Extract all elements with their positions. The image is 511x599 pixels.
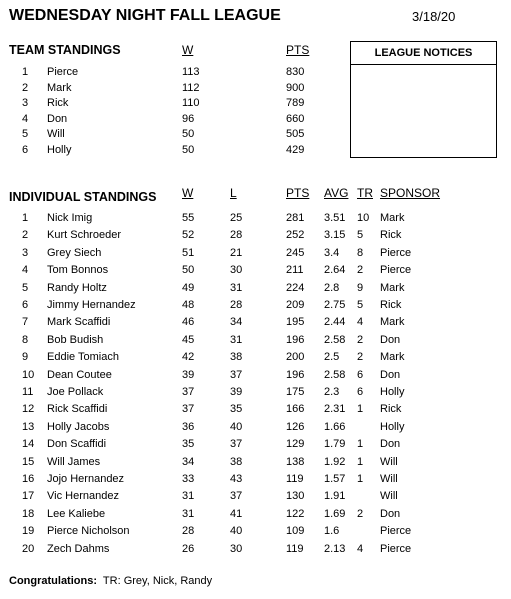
ind-name-cell: Lee Kaliebe <box>47 507 106 520</box>
ind-rank-cell: 14 <box>22 438 35 451</box>
ind-l-cell: 34 <box>230 316 243 329</box>
ind-l-cell: 38 <box>230 351 243 364</box>
ind-avg-cell: 3.15 <box>324 229 346 242</box>
ind-rank-cell: 18 <box>22 507 35 520</box>
team-name-cell: Mark <box>47 81 72 94</box>
team-name-cell: Pierce <box>47 66 79 78</box>
ind-pts-cell: 252 <box>286 229 305 242</box>
ind-tr-cell: 10 <box>357 212 370 224</box>
ind-rank-cell: 20 <box>22 542 35 555</box>
ind-avg-cell: 2.58 <box>324 333 346 346</box>
ind-sponsor-cell: Rick <box>380 403 402 416</box>
team-w-cell: 113 <box>182 66 200 78</box>
ind-tr-cell: 6 <box>357 386 364 398</box>
ind-col-sponsor: SPONSOR <box>380 186 441 200</box>
team-w-cell: 112 <box>182 81 200 94</box>
ind-col-tr: TR <box>357 186 373 200</box>
ind-rank-cell: 7 <box>22 316 29 329</box>
ind-name-cell: Kurt Schroeder <box>47 229 121 242</box>
ind-sponsor-cell: Mark <box>380 316 405 329</box>
ind-l-cell: 38 <box>230 455 243 468</box>
ind-sponsor-cell: Rick <box>380 229 402 242</box>
ind-l-cell: 30 <box>230 542 243 555</box>
team-name-cell: Will <box>47 128 65 141</box>
ind-tr-cell: 4 <box>357 542 364 555</box>
ind-sponsor-cell: Pierce <box>380 542 412 555</box>
ind-w-cell: 36 <box>182 420 195 433</box>
team-rank-cell: 2 <box>22 81 29 94</box>
ind-avg-cell: 2.8 <box>324 281 340 294</box>
ind-rank-cell: 13 <box>22 420 35 433</box>
ind-avg-cell: 2.75 <box>324 299 346 311</box>
ind-sponsor-cell: Pierce <box>380 264 412 277</box>
ind-sponsor-cell: Mark <box>380 212 405 224</box>
team-name-cell: Don <box>47 112 68 125</box>
ind-tr-cell: 1 <box>357 403 364 416</box>
ind-tr-cell: 2 <box>357 507 364 520</box>
ind-l-cell: 28 <box>230 229 243 242</box>
ind-l-cell: 31 <box>230 281 243 294</box>
ind-sponsor-cell: Will <box>380 490 398 503</box>
ind-avg-cell: 3.4 <box>324 246 340 259</box>
ind-name-cell: Joe Pollack <box>47 386 104 398</box>
ind-l-cell: 40 <box>230 525 243 538</box>
ind-w-cell: 42 <box>182 351 195 364</box>
ind-sponsor-cell: Holly <box>380 420 405 433</box>
ind-l-cell: 40 <box>230 420 243 433</box>
ind-avg-cell: 1.69 <box>324 507 346 520</box>
ind-avg-cell: 3.51 <box>324 212 346 224</box>
congratulations-text: TR: Grey, Nick, Randy <box>102 575 213 587</box>
ind-avg-cell: 1.91 <box>324 490 346 503</box>
ind-avg-cell: 1.66 <box>324 420 346 433</box>
ind-sponsor-cell: Pierce <box>380 525 412 538</box>
team-w-cell: 110 <box>182 97 200 110</box>
ind-w-cell: 55 <box>182 212 195 224</box>
ind-rank-cell: 4 <box>22 264 29 277</box>
report-date: 3/18/20 <box>412 9 456 24</box>
team-col-pts: PTS <box>286 43 310 57</box>
ind-name-cell: Jojo Hernandez <box>47 473 125 485</box>
ind-w-cell: 28 <box>182 525 195 538</box>
ind-name-cell: Bob Budish <box>47 333 104 346</box>
team-pts-cell: 429 <box>286 144 305 156</box>
ind-rank-cell: 17 <box>22 490 35 503</box>
ind-name-cell: Tom Bonnos <box>47 264 109 277</box>
ind-pts-cell: 196 <box>286 333 305 346</box>
ind-rank-cell: 6 <box>22 299 29 311</box>
ind-name-cell: Holly Jacobs <box>47 420 110 433</box>
ind-avg-cell: 2.58 <box>324 368 346 381</box>
ind-w-cell: 26 <box>182 542 195 555</box>
ind-tr-cell: 6 <box>357 368 364 381</box>
ind-w-cell: 50 <box>182 264 195 277</box>
ind-rank-cell: 8 <box>22 333 29 346</box>
ind-avg-cell: 1.79 <box>324 438 346 451</box>
ind-w-cell: 31 <box>182 507 195 520</box>
ind-sponsor-cell: Mark <box>380 351 405 364</box>
team-pts-cell: 789 <box>286 97 305 110</box>
team-pts-cell: 660 <box>286 112 305 125</box>
ind-sponsor-cell: Don <box>380 333 401 346</box>
ind-name-cell: Jimmy Hernandez <box>47 299 136 311</box>
ind-l-cell: 41 <box>230 507 243 520</box>
ind-name-cell: Rick Scaffidi <box>47 403 108 416</box>
team-rank-cell: 3 <box>22 97 29 110</box>
ind-pts-cell: 109 <box>286 525 305 538</box>
ind-avg-cell: 1.92 <box>324 455 346 468</box>
ind-l-cell: 43 <box>230 473 243 485</box>
ind-tr-cell: 2 <box>357 351 364 364</box>
ind-rank-cell: 2 <box>22 229 29 242</box>
ind-sponsor-cell: Don <box>380 368 401 381</box>
ind-avg-cell: 1.6 <box>324 525 340 538</box>
ind-sponsor-cell: Will <box>380 473 398 485</box>
ind-w-cell: 52 <box>182 229 195 242</box>
team-rank-cell: 1 <box>22 66 29 78</box>
team-w-cell: 96 <box>182 112 195 125</box>
ind-col-avg: AVG <box>324 186 349 200</box>
ind-l-cell: 35 <box>230 403 243 416</box>
ind-avg-cell: 2.5 <box>324 351 340 364</box>
ind-sponsor-cell: Don <box>380 438 401 451</box>
ind-tr-cell: 1 <box>357 438 364 451</box>
ind-sponsor-cell: Will <box>380 455 398 468</box>
ind-pts-cell: 129 <box>286 438 305 451</box>
ind-tr-cell: 5 <box>357 299 364 311</box>
team-pts-cell: 505 <box>286 128 305 141</box>
ind-rank-cell: 10 <box>22 368 35 381</box>
ind-col-w: W <box>182 186 194 200</box>
ind-w-cell: 45 <box>182 333 195 346</box>
ind-pts-cell: 224 <box>286 281 305 294</box>
ind-rank-cell: 12 <box>22 403 35 416</box>
ind-pts-cell: 195 <box>286 316 305 329</box>
ind-name-cell: Grey Siech <box>47 246 102 259</box>
ind-rank-cell: 16 <box>22 473 35 485</box>
team-pts-cell: 830 <box>286 66 305 78</box>
individual-standings-heading: INDIVIDUAL STANDINGS <box>9 190 157 204</box>
ind-l-cell: 37 <box>230 490 243 503</box>
ind-rank-cell: 1 <box>22 212 29 224</box>
ind-w-cell: 51 <box>182 246 195 259</box>
team-w-cell: 50 <box>182 144 195 156</box>
ind-l-cell: 21 <box>230 246 243 259</box>
congratulations-label: Congratulations: <box>9 575 97 587</box>
ind-name-cell: Will James <box>47 455 101 468</box>
ind-tr-cell: 5 <box>357 229 364 242</box>
ind-pts-cell: 138 <box>286 455 305 468</box>
ind-l-cell: 37 <box>230 368 243 381</box>
ind-w-cell: 49 <box>182 281 195 294</box>
ind-tr-cell: 9 <box>357 281 364 294</box>
ind-pts-cell: 196 <box>286 368 305 381</box>
ind-pts-cell: 119 <box>286 473 304 485</box>
ind-rank-cell: 3 <box>22 246 29 259</box>
ind-l-cell: 30 <box>230 264 243 277</box>
ind-rank-cell: 11 <box>22 386 34 398</box>
ind-rank-cell: 15 <box>22 455 35 468</box>
congratulations-line <box>9 575 212 587</box>
ind-l-cell: 37 <box>230 438 243 451</box>
ind-sponsor-cell: Rick <box>380 299 402 311</box>
ind-w-cell: 48 <box>182 299 195 311</box>
ind-w-cell: 37 <box>182 386 195 398</box>
ind-w-cell: 37 <box>182 403 195 416</box>
team-col-w: W <box>182 43 194 57</box>
ind-w-cell: 31 <box>182 490 195 503</box>
ind-pts-cell: 126 <box>286 420 305 433</box>
ind-l-cell: 39 <box>230 386 243 398</box>
ind-tr-cell: 2 <box>357 333 364 346</box>
ind-sponsor-cell: Pierce <box>380 246 412 259</box>
ind-l-cell: 25 <box>230 212 243 224</box>
ind-pts-cell: 119 <box>286 542 304 555</box>
team-standings-heading: TEAM STANDINGS <box>9 43 121 57</box>
ind-tr-cell: 1 <box>357 455 364 468</box>
ind-tr-cell: 2 <box>357 264 364 277</box>
ind-tr-cell: 1 <box>357 473 364 485</box>
ind-w-cell: 35 <box>182 438 195 451</box>
ind-sponsor-cell: Holly <box>380 386 405 398</box>
ind-rank-cell: 19 <box>22 525 35 538</box>
ind-name-cell: Nick Imig <box>47 212 93 224</box>
ind-name-cell: Vic Hernandez <box>47 490 119 503</box>
ind-name-cell: Dean Coutee <box>47 368 112 381</box>
page-title: WEDNESDAY NIGHT FALL LEAGUE <box>9 7 281 24</box>
ind-sponsor-cell: Don <box>380 507 401 520</box>
ind-pts-cell: 130 <box>286 490 305 503</box>
ind-name-cell: Randy Holtz <box>47 281 107 294</box>
ind-avg-cell: 1.57 <box>324 473 346 485</box>
ind-w-cell: 34 <box>182 455 195 468</box>
ind-col-l: L <box>230 186 237 200</box>
ind-pts-cell: 281 <box>286 212 305 224</box>
ind-pts-cell: 200 <box>286 351 305 364</box>
team-rank-cell: 5 <box>22 128 29 141</box>
team-name-cell: Rick <box>47 97 69 110</box>
ind-w-cell: 33 <box>182 473 195 485</box>
ind-name-cell: Mark Scaffidi <box>47 316 111 329</box>
ind-l-cell: 31 <box>230 333 243 346</box>
ind-w-cell: 39 <box>182 368 195 381</box>
ind-pts-cell: 122 <box>286 507 305 520</box>
ind-name-cell: Pierce Nicholson <box>47 525 130 538</box>
ind-col-pts: PTS <box>286 186 310 200</box>
ind-name-cell: Zech Dahms <box>47 542 110 555</box>
league-notices-title: LEAGUE NOTICES <box>351 42 496 65</box>
ind-rank-cell: 5 <box>22 281 29 294</box>
ind-avg-cell: 2.44 <box>324 316 346 329</box>
team-pts-cell: 900 <box>286 81 305 94</box>
ind-pts-cell: 209 <box>286 299 305 311</box>
ind-pts-cell: 211 <box>286 264 304 277</box>
team-rank-cell: 6 <box>22 144 29 156</box>
ind-rank-cell: 9 <box>22 351 29 364</box>
ind-tr-cell: 8 <box>357 246 364 259</box>
ind-pts-cell: 166 <box>286 403 305 416</box>
ind-pts-cell: 245 <box>286 246 305 259</box>
ind-w-cell: 46 <box>182 316 195 329</box>
ind-avg-cell: 2.13 <box>324 542 346 555</box>
ind-name-cell: Don Scaffidi <box>47 438 107 451</box>
ind-l-cell: 28 <box>230 299 243 311</box>
league-notices-box <box>350 41 497 158</box>
team-rank-cell: 4 <box>22 112 29 125</box>
ind-avg-cell: 2.64 <box>324 264 346 277</box>
team-name-cell: Holly <box>47 144 72 156</box>
ind-sponsor-cell: Mark <box>380 281 405 294</box>
ind-name-cell: Eddie Tomiach <box>47 351 119 364</box>
ind-tr-cell: 4 <box>357 316 364 329</box>
ind-pts-cell: 175 <box>286 386 305 398</box>
team-w-cell: 50 <box>182 128 195 141</box>
ind-avg-cell: 2.31 <box>324 403 346 416</box>
ind-avg-cell: 2.3 <box>324 386 340 398</box>
